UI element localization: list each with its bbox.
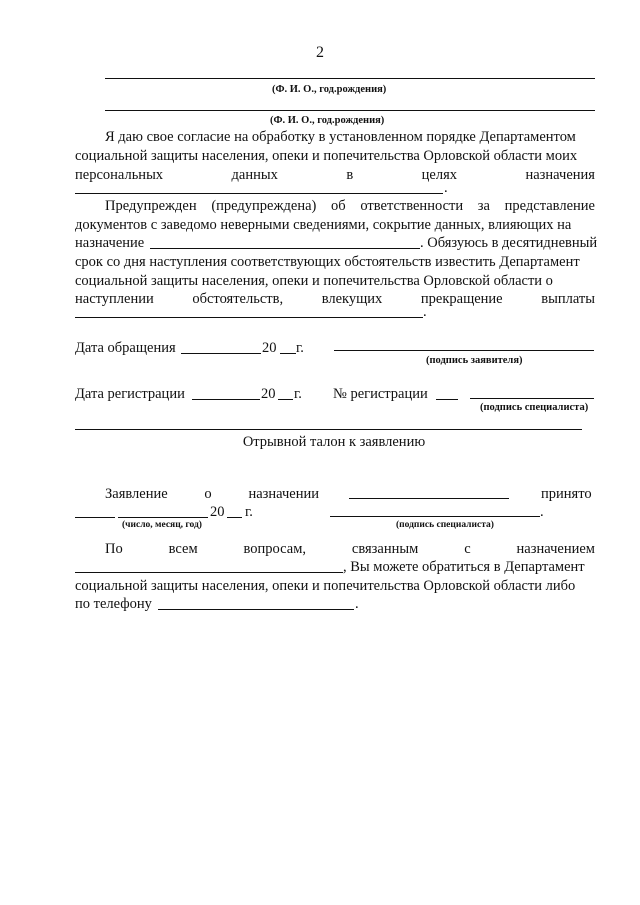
- warning-line-4: срок со дня наступления соответствующих обстоятельств известить Департамент: [75, 254, 580, 270]
- registration-signature-line[interactable]: [470, 398, 594, 399]
- consent-word: данных: [231, 167, 278, 183]
- warning-line-5: социальной защиты населения, опеки и попечительства Орловской области о: [75, 273, 553, 289]
- tear-off-info-line-2-end: , Вы можете обратиться в Департамент: [343, 559, 585, 575]
- fio-caption-1: (Ф. И. О., год.рождения): [272, 84, 387, 95]
- registration-date-line[interactable]: [192, 399, 260, 400]
- warning-word: (предупреждена): [211, 198, 317, 214]
- consent-line-1: Я даю свое согласие на обработку в установленном порядке Департаментом: [105, 129, 576, 145]
- consent-purpose-line[interactable]: [75, 193, 443, 194]
- warning-line-3-end: . Обязуюсь в десятидневный: [420, 235, 598, 251]
- registration-number-label: № регистрации: [333, 386, 428, 402]
- warning-word: наступлении: [75, 291, 154, 307]
- warning-end: .: [423, 304, 427, 320]
- tear-off-info-assignment-line[interactable]: [75, 572, 343, 573]
- consent-word: персональных: [75, 167, 164, 183]
- warning-line-2: документов с заведомо неверными сведениями, сокрытие данных, влияющих на: [75, 217, 572, 233]
- warning-word: прекращение: [420, 291, 503, 307]
- tear-off-year-prefix: 20: [210, 504, 225, 520]
- appeal-signature-caption: (подпись заявителя): [426, 355, 523, 366]
- warning-assignment-line[interactable]: [150, 248, 420, 249]
- consent-line-3: [75, 166, 595, 184]
- tear-off-info-word: с: [464, 541, 471, 557]
- warning-line-1: [105, 197, 595, 215]
- warning-word: влекущих: [321, 291, 383, 307]
- registration-number-line[interactable]: [436, 399, 458, 400]
- tear-off-signature-caption: (подпись специалиста): [396, 520, 494, 530]
- fio-caption-2: (Ф. И. О., год.рождения): [270, 115, 385, 126]
- page-number: 2: [316, 44, 324, 61]
- appeal-signature-line[interactable]: [334, 350, 594, 351]
- tear-off-info-line-3: социальной защиты населения, опеки и попечительства Орловской области либо: [75, 578, 576, 594]
- tear-off-info-word: вопросам,: [243, 541, 307, 557]
- warning-word: за: [477, 198, 490, 214]
- consent-word: в: [346, 167, 354, 183]
- tear-off-word: о: [204, 486, 212, 502]
- tear-off-info-word: связанным: [351, 541, 419, 557]
- tear-off-word: Заявление: [105, 486, 168, 502]
- tear-off-separator: [75, 429, 582, 430]
- warning-word: представление: [504, 198, 595, 214]
- warning-word: обстоятельств,: [192, 291, 284, 307]
- tear-off-phone-line[interactable]: [158, 609, 354, 610]
- appeal-year-suffix: г.: [296, 340, 304, 356]
- tear-off-info-line-1: [105, 540, 595, 558]
- tear-off-day-line[interactable]: [75, 517, 115, 518]
- consent-word: назначения: [525, 167, 595, 183]
- tear-off-end: .: [540, 504, 544, 520]
- tear-off-year-line[interactable]: [227, 517, 242, 518]
- consent-end: .: [444, 180, 448, 196]
- warning-circumstances-line[interactable]: [75, 317, 423, 318]
- warning-word: Предупрежден: [105, 198, 197, 214]
- consent-word: целях: [421, 167, 458, 183]
- tear-off-info-phone-label: по телефону: [75, 596, 152, 612]
- tear-off-accepted: принято: [541, 486, 592, 502]
- tear-off-info-word: всем: [168, 541, 198, 557]
- tear-off-date-caption: (число, месяц, год): [122, 520, 202, 530]
- tear-off-signature-line[interactable]: [330, 516, 540, 517]
- warning-word: выплаты: [541, 291, 595, 307]
- appeal-year-line[interactable]: [280, 353, 296, 354]
- registration-year-prefix: 20: [261, 386, 276, 402]
- registration-year-suffix: г.: [294, 386, 302, 402]
- tear-off-info-word: По: [105, 541, 123, 557]
- appeal-date-label: Дата обращения: [75, 340, 176, 356]
- tear-off-month-line[interactable]: [118, 517, 208, 518]
- tear-off-year-suffix: г.: [245, 504, 253, 520]
- appeal-year-prefix: 20: [262, 340, 277, 356]
- fio-line-1[interactable]: [105, 78, 595, 79]
- warning-line-3-start: назначение: [75, 235, 145, 251]
- tear-off-type-line[interactable]: [349, 498, 509, 499]
- warning-word: ответственности: [360, 198, 464, 214]
- registration-year-line[interactable]: [278, 399, 293, 400]
- tear-off-statement-words: [105, 485, 319, 503]
- tear-off-title: Отрывной талон к заявлению: [242, 434, 426, 450]
- fio-line-2[interactable]: [105, 110, 595, 111]
- tear-off-word: назначении: [248, 486, 319, 502]
- consent-line-2: социальной защиты населения, опеки и попечительства Орловской области моих: [75, 148, 578, 164]
- warning-line-6: [75, 290, 595, 308]
- appeal-date-line[interactable]: [181, 353, 261, 354]
- registration-date-label: Дата регистрации: [75, 386, 185, 402]
- warning-word: об: [331, 198, 346, 214]
- tear-off-info-word: назначением: [516, 541, 595, 557]
- registration-signature-caption: (подпись специалиста): [480, 402, 589, 413]
- tear-off-info-end: .: [355, 596, 359, 612]
